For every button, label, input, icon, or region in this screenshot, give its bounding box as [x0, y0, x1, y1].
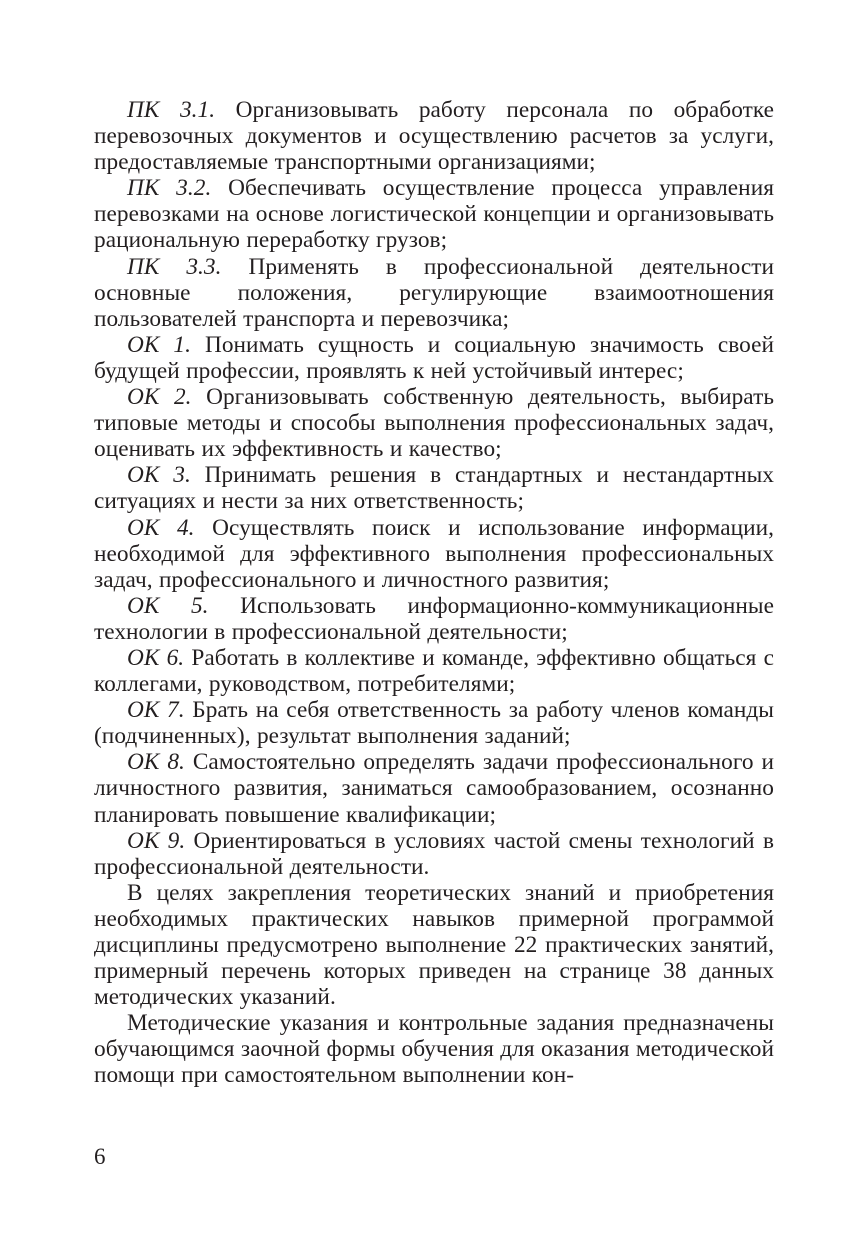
competency-pk-3-2: [94, 175, 774, 253]
competency-ok-1: [94, 332, 774, 384]
competency-text: Понимать сущность и социальную значимость своей будущей профессии, проявлять к ней устойчивый интерес;: [94, 331, 775, 384]
paragraph-guidelines-purpose: Методические указания и контрольные задания предназначены обучающимся заочной формы обучения для оказания методической помощи при самостоятельном выполнении кон-: [94, 1010, 774, 1089]
page-body: [94, 97, 774, 1089]
competency-text: Организовывать собственную деятельность, выбирать типовые методы и способы выполнения профессиональных задач, оценивать их эффективность и качество;: [94, 384, 775, 463]
competency-code: ОК 5.: [127, 592, 209, 619]
competency-code: ПК 3.3.: [127, 253, 222, 280]
competency-text: Принимать решения в стандартных и нестандартных ситуациях и нести за них ответственность;: [94, 462, 774, 515]
competency-ok-2: [94, 384, 774, 462]
competency-code: ОК 4.: [127, 514, 195, 541]
competency-ok-9: [94, 828, 774, 880]
competency-ok-7: [94, 697, 774, 749]
competency-code: ОК 3.: [127, 462, 191, 489]
competency-text: Организовывать работу персонала по обработке перевозочных документов и осуществлению расчетов за услуги, предоставляемые транспортными организациями;: [94, 97, 774, 176]
competency-text: Использовать информационно-коммуникационные технологии в профессиональной деятельности;: [94, 592, 775, 645]
competency-pk-3-1: [94, 97, 774, 175]
competency-code: ПК 3.1.: [127, 97, 216, 123]
competency-ok-4: [94, 515, 774, 593]
competency-ok-3: [94, 462, 774, 514]
competency-text: Обеспечивать осуществление процесса управления перевозками на основе логистической концепции и организовывать рациональную переработку грузов;: [94, 175, 774, 254]
competency-text: Осуществлять поиск и использование информации, необходимой для эффективного выполнения профессиональных задач, профессионального и личностного развития;: [94, 514, 775, 593]
competency-code: ОК 6.: [127, 644, 185, 671]
competency-code: ОК 9.: [127, 827, 186, 854]
competency-text: Самостоятельно определять задачи профессионального и личностного развития, заниматься самообразованием, осознанно планировать повышение квалификации;: [94, 749, 774, 828]
competency-code: ОК 8.: [127, 749, 185, 776]
competency-ok-8: [94, 749, 774, 827]
page-number: 6: [94, 1144, 106, 1169]
competency-pk-3-3: [94, 254, 774, 332]
competency-text: Работать в коллективе и команде, эффективно общаться с коллегами, руководством, потребителями;: [94, 644, 775, 698]
competency-text: Брать на себя ответственность за работу членов команды (подчиненных), результат выполнения заданий;: [94, 697, 775, 750]
competency-text: Применять в профессиональной деятельности основные положения, регулирующие взаимоотношения пользователей транспорта и перевозчика;: [94, 253, 774, 332]
competency-text: Ориентироваться в условиях частой смены технологий в профессиональной деятельности.: [94, 827, 775, 880]
paragraph-practical-classes: В целях закрепления теоретических знаний и приобретения необходимых практических навыков примерной программой дисциплины предусмотрено выполнение 22 практических занятий, примерный перечень которых приведен на странице 38 данных методических указаний.: [94, 879, 774, 1011]
competency-ok-6: [94, 645, 774, 697]
competency-ok-5: [94, 593, 774, 645]
competency-code: ОК 2.: [127, 384, 192, 411]
competency-code: ОК 1.: [127, 331, 191, 358]
competency-code: ПК 3.2.: [127, 175, 212, 202]
competency-code: ОК 7.: [127, 697, 185, 724]
